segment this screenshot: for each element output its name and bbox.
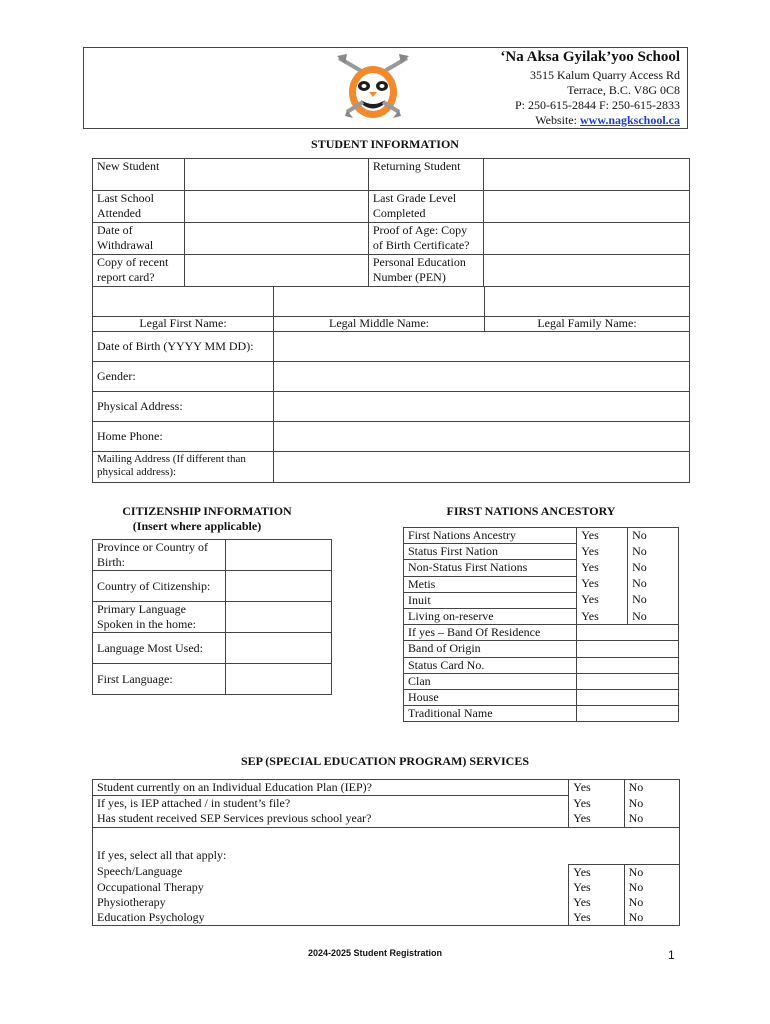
education-psychology-no[interactable]: No [624,910,679,926]
first-language-field[interactable] [225,664,331,695]
fn-status-label: Status First Nation [404,544,577,560]
website-label: Website: [535,113,580,127]
citizenship-subtitle: (Insert where applicable) [132,519,262,533]
fn-ancestry-no[interactable]: No [628,528,679,544]
sep-previous-yes[interactable]: Yes [569,811,624,827]
first-nations-title: FIRST NATIONS ANCESTORY [446,504,616,518]
fn-on-reserve-yes[interactable]: Yes [577,609,628,625]
occupational-therapy-no[interactable]: No [624,880,679,895]
report-card-label: Copy of recent report card? [93,255,185,287]
proof-of-age-field[interactable] [483,223,689,255]
dob-field[interactable] [274,332,690,362]
clan-label: Clan [404,673,577,689]
new-student-field[interactable] [184,159,368,191]
birth-place-field[interactable] [225,540,331,571]
fn-ancestry-label: First Nations Ancestry [404,528,577,544]
fn-on-reserve-label: Living on-reserve [404,609,577,625]
traditional-name-label: Traditional Name [404,706,577,722]
school-name: ‘Na Aksa Gyilak’yoo School [500,49,680,65]
student-info-table [92,158,690,287]
iep-attached-label: If yes, is IEP attached / in student’s file? [93,796,569,812]
footer-text: 2024-2025 Student Registration [307,948,443,958]
physical-address-field[interactable] [274,392,690,422]
address-line-2: Terrace, B.C. V8G 0C8 [567,83,680,97]
fn-inuit-no[interactable]: No [628,592,679,608]
iep-no[interactable]: No [624,780,679,796]
citizenship-country-label: Country of Citizenship: [93,571,226,602]
traditional-name-field[interactable] [577,706,679,722]
fn-status-yes[interactable]: Yes [577,544,628,560]
new-student-label: New Student [93,159,185,191]
speech-language-no[interactable]: No [624,864,679,880]
occupational-therapy-label: Occupational Therapy [93,880,569,895]
fn-non-status-label: Non-Status First Nations [404,560,577,576]
home-phone-label: Home Phone: [93,422,274,452]
birth-place-label: Province or Country of Birth: [93,540,226,571]
school-crest-icon [333,50,413,126]
withdrawal-date-label: Date of Withdrawal [93,223,185,255]
fn-ancestry-yes[interactable]: Yes [577,528,628,544]
fn-non-status-yes[interactable]: Yes [577,560,628,576]
fn-metis-yes[interactable]: Yes [577,576,628,592]
occupational-therapy-yes[interactable]: Yes [569,880,624,895]
band-of-origin-field[interactable] [577,641,679,657]
first-nations-table [403,527,679,722]
last-school-field[interactable] [184,191,368,223]
language-most-used-field[interactable] [225,633,331,664]
first-name-label: Legal First Name: [93,317,274,332]
iep-yes[interactable]: Yes [569,780,624,796]
fn-inuit-label: Inuit [404,592,577,608]
pen-field[interactable] [483,255,689,287]
house-field[interactable] [577,690,679,706]
physiotherapy-no[interactable]: No [624,895,679,910]
fn-inuit-yes[interactable]: Yes [577,592,628,608]
education-psychology-label: Education Psychology [93,910,569,926]
fn-metis-no[interactable]: No [628,576,679,592]
sep-table [92,779,680,926]
citizenship-table [92,539,332,695]
last-school-label: Last School Attended [93,191,185,223]
physiotherapy-yes[interactable]: Yes [569,895,624,910]
last-grade-field[interactable] [483,191,689,223]
address-line-1: 3515 Kalum Quarry Access Rd [530,68,680,82]
band-of-residence-field[interactable] [577,625,679,641]
dob-label: Date of Birth (YYYY MM DD): [93,332,274,362]
house-label: House [404,690,577,706]
sep-previous-no[interactable]: No [624,811,679,827]
website-link[interactable]: www.nagkschool.ca [579,113,680,127]
iep-attached-yes[interactable]: Yes [569,796,624,812]
proof-of-age-label: Proof of Age: Copy of Birth Certificate? [368,223,483,255]
clan-field[interactable] [577,673,679,689]
citizenship-country-field[interactable] [225,571,331,602]
middle-name-label: Legal Middle Name: [274,317,485,332]
website-line [535,113,680,128]
mailing-address-label: Mailing Address (If different than physical address): [93,452,274,483]
phone-line: P: 250-615-2844 F: 250-615-2833 [515,98,680,112]
family-name-field[interactable] [485,287,690,317]
middle-name-field[interactable] [274,287,485,317]
citizenship-title: CITIZENSHIP INFORMATION [122,504,292,518]
speech-language-yes[interactable]: Yes [569,864,624,880]
status-card-label: Status Card No. [404,657,577,673]
fn-metis-label: Metis [404,576,577,592]
mailing-address-field[interactable] [274,452,690,483]
sep-previous-label: Has student received SEP Services previous school year? [93,811,569,827]
gender-field[interactable] [274,362,690,392]
band-of-residence-label: If yes – Band Of Residence [404,625,577,641]
student-info-title: STUDENT INFORMATION [311,137,459,151]
band-of-origin-label: Band of Origin [404,641,577,657]
speech-language-label: Speech/Language [93,864,569,880]
fn-status-no[interactable]: No [628,544,679,560]
returning-student-label: Returning Student [368,159,483,191]
select-all-label: If yes, select all that apply: [93,827,680,864]
education-psychology-yes[interactable]: Yes [569,910,624,926]
page-number: 1 [668,948,675,962]
iep-attached-no[interactable]: No [624,796,679,812]
sep-title: SEP (SPECIAL EDUCATION PROGRAM) SERVICES [240,754,530,768]
iep-label: Student currently on an Individual Education Plan (IEP)? [93,780,569,796]
family-name-label: Legal Family Name: [485,317,690,332]
status-card-field[interactable] [577,657,679,673]
home-language-field[interactable] [225,602,331,633]
home-language-label: Primary Language Spoken in the home: [93,602,226,633]
physical-address-label: Physical Address: [93,392,274,422]
gender-label: Gender: [93,362,274,392]
first-name-field[interactable] [93,287,274,317]
fn-non-status-no[interactable]: No [628,560,679,576]
physiotherapy-label: Physiotherapy [93,895,569,910]
legal-details-table [92,286,690,483]
home-phone-field[interactable] [274,422,690,452]
fn-on-reserve-no[interactable]: No [628,609,679,625]
returning-student-field[interactable] [483,159,689,191]
pen-label: Personal Education Number (PEN) [368,255,483,287]
withdrawal-date-field[interactable] [184,223,368,255]
first-language-label: First Language: [93,664,226,695]
last-grade-label: Last Grade Level Completed [368,191,483,223]
report-card-field[interactable] [184,255,368,287]
language-most-used-label: Language Most Used: [93,633,226,664]
